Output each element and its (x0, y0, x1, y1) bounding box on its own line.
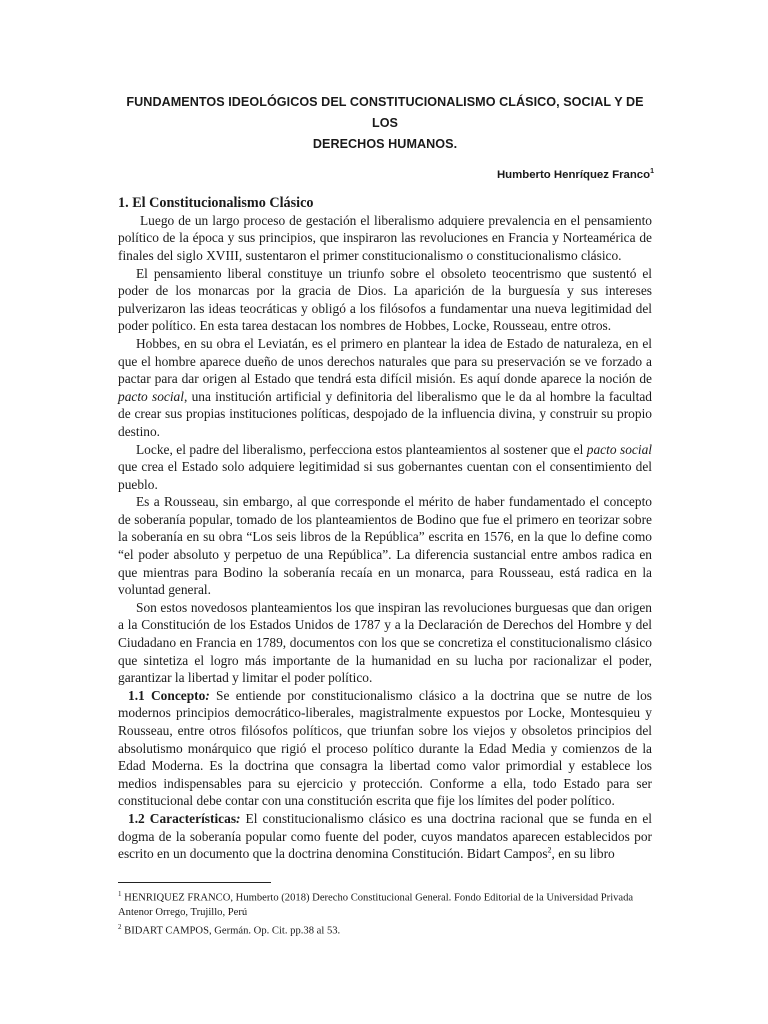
italic-term: pacto social (586, 441, 652, 457)
paragraph-6: Son estos novedosos planteamientos los que inspiran las revoluciones burguesas que dan origen a la Constitución de los Estados Unidos de 1787 y a la Declaración de Derechos del Hombre y del Ciudadano en Francia en 1789, documentos con los que se concretiza el constitucionalismo clásico que sintetiza el logro más importante de la humanidad en su lucha por racionalizar el poder, garantizar la libertad y limitar el poder político. (118, 599, 652, 686)
paragraph-2: El pensamiento liberal constituye un triunfo sobre el obsoleto teocentrismo que sustentó el poder de los monarcas por la gracia de Dios. La aparición de la burguesía y sus intereses pulverizaron las ideas teocráticas y obligó a los filósofos a fundamentar una nueva legitimidad del poder político. En esta tarea destacan los nombres de Hobbes, Locke, Rousseau, entre otros. (118, 265, 652, 334)
footnote-ref-1: 1 (650, 168, 654, 175)
subheading-caracteristicas: 1.2 Características (128, 810, 237, 826)
paragraph-3: Hobbes, en su obra el Leviatán, es el primero en plantear la idea de Estado de naturaleza, en el que el hombre aparece dueño de unos derechos naturales que para su preservación se ve forzado a pactar para dar origen al Estado que tendrá esta difícil misión. Es aquí donde aparece la noción de pacto social, una institución artificial y definitoria del liberalismo que le da al hombre la facultad de crear sus propias instituciones políticas, despojado de la influencia divina, y construir su propio destino. (118, 335, 652, 439)
paragraph-caracteristicas: 1.2 Características: El constitucionalismo clásico es una doctrina racional que se funda en el dogma de la soberanía popular como fuente del poder, cuyos mandatos aparecen establecidos por escrito en un documento que la doctrina denomina Constitución. Bidart Campos$^2$, en su libro (118, 810, 652, 862)
subheading-concepto: 1.1 Concepto (128, 687, 206, 703)
footnote-2: $^2$ BIDART CAMPOS, Germán. Op. Cit. pp.38 al 53. (118, 923, 341, 937)
title-line-1: FUNDAMENTOS IDEOLÓGICOS DEL CONSTITUCIONALISMO CLÁSICO, SOCIAL Y DE LOS (126, 95, 644, 130)
document-page (118, 92, 652, 863)
document-title (118, 92, 652, 155)
footnotes (118, 887, 652, 939)
footnote-divider (118, 882, 271, 883)
paragraph-1: Luego de un largo proceso de gestación el liberalismo adquiere prevalencia en el pensamiento político de la época y sus principios, que inspiraron las revoluciones en Francia y Norteamérica de finales del siglo XVIII, sustentaron el primer constitucionalismo o constitucionalismo clásico. (118, 212, 652, 263)
title-line-2: DERECHOS HUMANOS. (312, 137, 458, 151)
author-name: Humberto Henríquez Franco$^1$ (496, 168, 654, 181)
paragraph-5: Es a Rousseau, sin embargo, al que corresponde el mérito de haber fundamentado el concepto de soberanía popular, tomado de los planteamientos de Bodino que fue el primero en teorizar sobre la soberanía en su obra “Los seis libros de la República” escrita en 1576, en la que lo define como “el poder absoluto y perpetuo de una República”. La diferencia sustancial entre ambos radica en que mientras para Bodino la soberanía recaía en un monarca, para Rousseau, está radica en la voluntad general. (118, 494, 652, 598)
paragraph-4: Locke, el padre del liberalismo, perfecciona estos planteamientos al sostener que el pacto social que crea el Estado solo adquiere legitimidad si sus gobernantes cuentan con el consentimiento del pueblo. (118, 441, 652, 492)
paragraph-concepto: 1.1 Concepto: Se entiende por constitucionalismo clásico a la doctrina que se nutre de los modernos principios democrático-liberales, magistralmente expuestos por Locke, Montesquieu y Rousseau, entre otros filósofos políticos, que triunfan sobre los viejos y obsoletos principios del absolutismo monárquico que rigió el proceso político durante la Edad Media y comienzos de la Edad Moderna. Es la doctrina que consagra la libertad como valor primordial y establece los medios indispensables para su ejercicio y protección. Conforme a ella, todo Estado para ser constitucional debe contar con una constitución escrita que fije los límites del poder político. (118, 687, 652, 809)
section-heading: 1. El Constitucionalismo Clásico (118, 194, 314, 211)
italic-term: pacto social (118, 388, 184, 404)
document-body (118, 194, 652, 863)
footnote-ref-2: 2 (547, 845, 552, 855)
footnote-1: $^1$ HENRIQUEZ FRANCO, Humberto (2018) Derecho Constitucional General. Fondo Editorial de la Universidad Privada Antenor Orrego, Trujillo, Perú (118, 890, 634, 918)
